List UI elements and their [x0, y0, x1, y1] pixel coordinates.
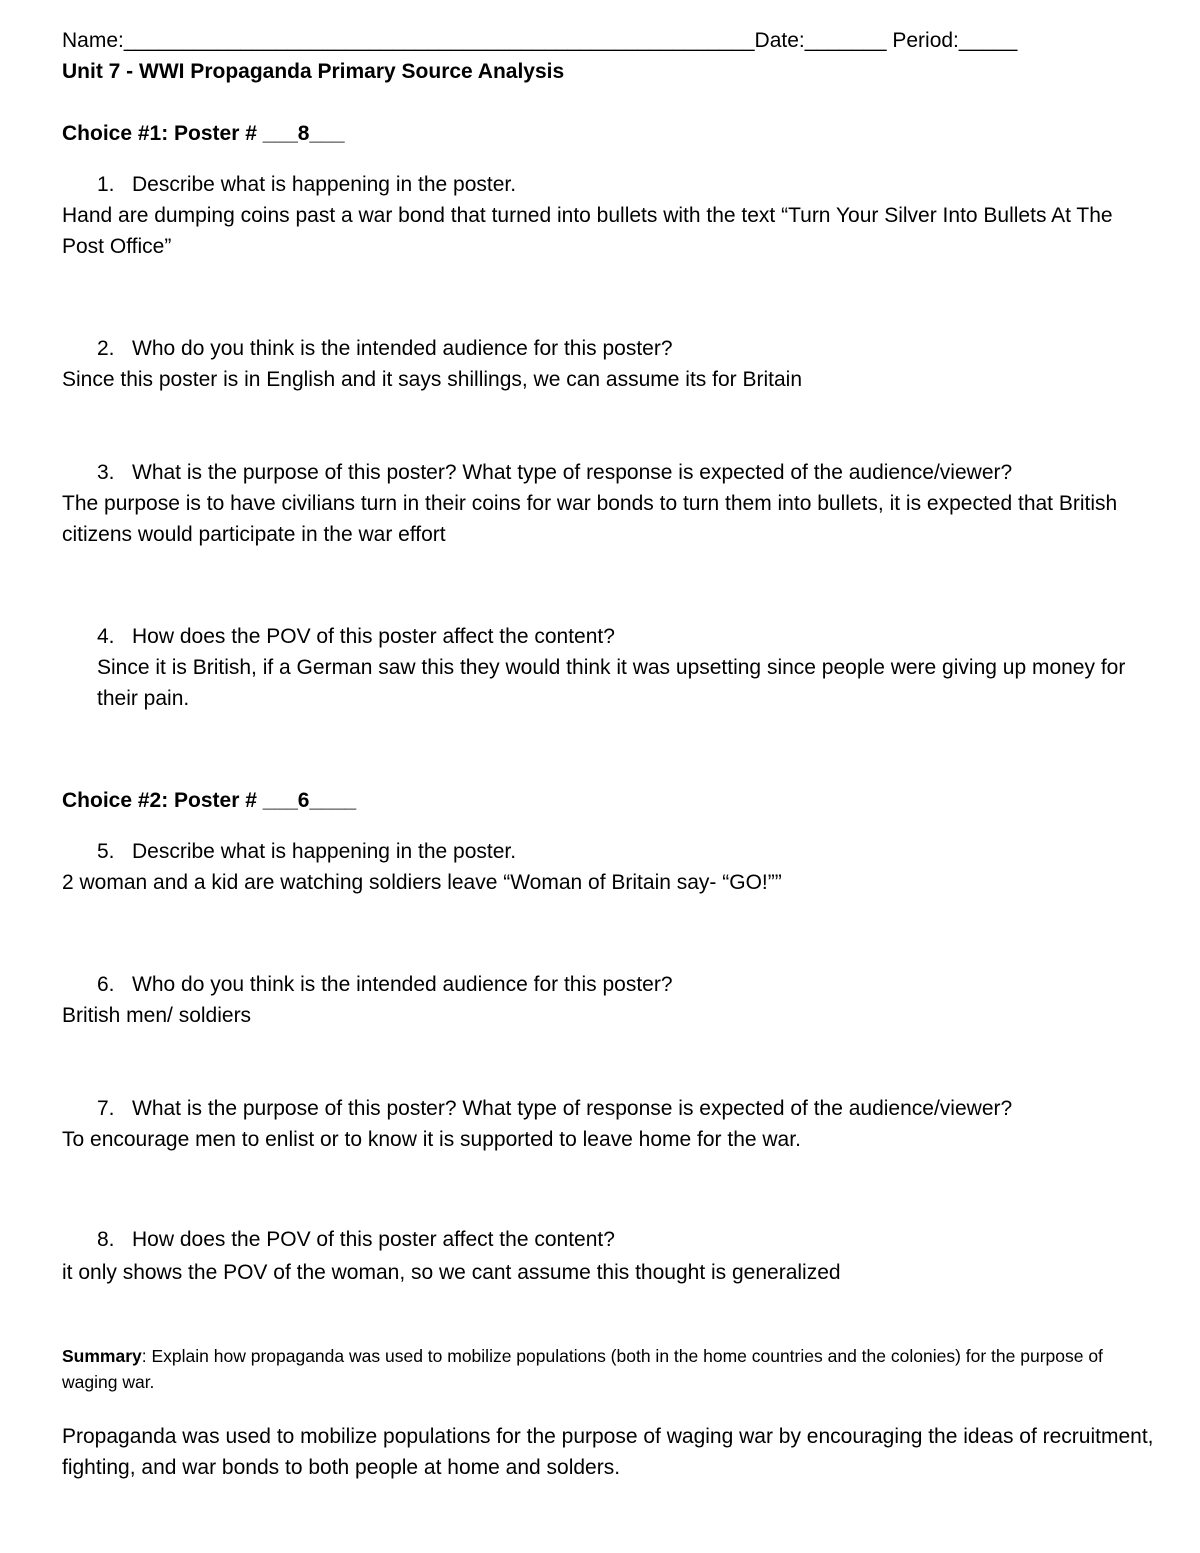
- answer-1[interactable]: Hand are dumping coins past a war bond that turned into bullets with the text “Turn Your Silver Into Bullets At The Post Office”: [62, 204, 1113, 258]
- question-text: How does the POV of this poster affect the content?: [132, 625, 615, 648]
- question-number: 7.: [97, 1097, 115, 1120]
- answer-8[interactable]: it only shows the POV of the woman, so we cant assume this thought is generalized: [62, 1261, 841, 1284]
- choice-2-heading: Choice #2: Poster # ___6____: [62, 789, 357, 812]
- question-number: 6.: [97, 973, 115, 996]
- answer-3[interactable]: The purpose is to have civilians turn in their coins for war bonds to turn them into bullets, it is expected that British citizens would participate in the war effort: [62, 492, 1118, 546]
- date-label: Date:: [754, 29, 805, 52]
- period-field[interactable]: _____: [958, 29, 1018, 52]
- question-4: [97, 621, 615, 652]
- answer-2[interactable]: Since this poster is in English and it says shillings, we can assume its for Britain: [62, 368, 802, 391]
- question-number: 3.: [97, 461, 115, 484]
- summary-prompt-text: : Explain how propaganda was used to mobilize populations (both in the home countries and the colonies) for the purpose of waging war.: [62, 1346, 1103, 1392]
- question-8: [97, 1224, 615, 1255]
- question-number: 5.: [97, 840, 115, 863]
- question-2: [97, 333, 673, 364]
- question-number: 2.: [97, 337, 115, 360]
- question-5: [97, 836, 516, 867]
- name-field[interactable]: ______________________________________________________: [123, 29, 755, 52]
- question-text: What is the purpose of this poster? What type of response is expected of the audience/viewer?: [132, 461, 1013, 484]
- question-text: Describe what is happening in the poster.: [132, 173, 517, 196]
- period-label: Period:: [886, 29, 959, 52]
- answer-5[interactable]: 2 woman and a kid are watching soldiers leave “Woman of Britain say- “GO!””: [62, 871, 782, 894]
- answer-6[interactable]: British men/ soldiers: [62, 1004, 252, 1027]
- page-title: Unit 7 - WWI Propaganda Primary Source Analysis: [62, 60, 565, 83]
- question-number: 4.: [97, 625, 115, 648]
- summary-answer[interactable]: Propaganda was used to mobilize populations for the purpose of waging war by encouraging the ideas of recruitment, fighting, and war bonds to both people at home and solders.: [62, 1425, 1154, 1479]
- question-text: How does the POV of this poster affect the content?: [132, 1228, 615, 1251]
- question-6: [97, 969, 673, 1000]
- answer-4[interactable]: Since it is British, if a German saw this they would think it was upsetting since people were giving up money for their pain.: [97, 656, 1126, 710]
- question-number: 8.: [97, 1228, 115, 1251]
- answer-7[interactable]: To encourage men to enlist or to know it is supported to leave home for the war.: [62, 1128, 801, 1151]
- summary-prompt: [62, 1343, 1137, 1395]
- question-7: [97, 1093, 1012, 1124]
- question-1: [97, 169, 516, 200]
- question-3: [97, 457, 1012, 488]
- question-text: Describe what is happening in the poster.: [132, 840, 517, 863]
- question-text: Who do you think is the intended audience for this poster?: [132, 337, 673, 360]
- header-line: [62, 25, 1017, 56]
- name-label: Name:: [62, 29, 124, 52]
- summary-label: Summary: [62, 1346, 142, 1366]
- question-number: 1.: [97, 173, 115, 196]
- date-field[interactable]: _______: [804, 29, 887, 52]
- choice-1-heading: Choice #1: Poster # ___8___: [62, 122, 345, 145]
- question-text: Who do you think is the intended audience for this poster?: [132, 973, 673, 996]
- question-text: What is the purpose of this poster? What type of response is expected of the audience/viewer?: [132, 1097, 1013, 1120]
